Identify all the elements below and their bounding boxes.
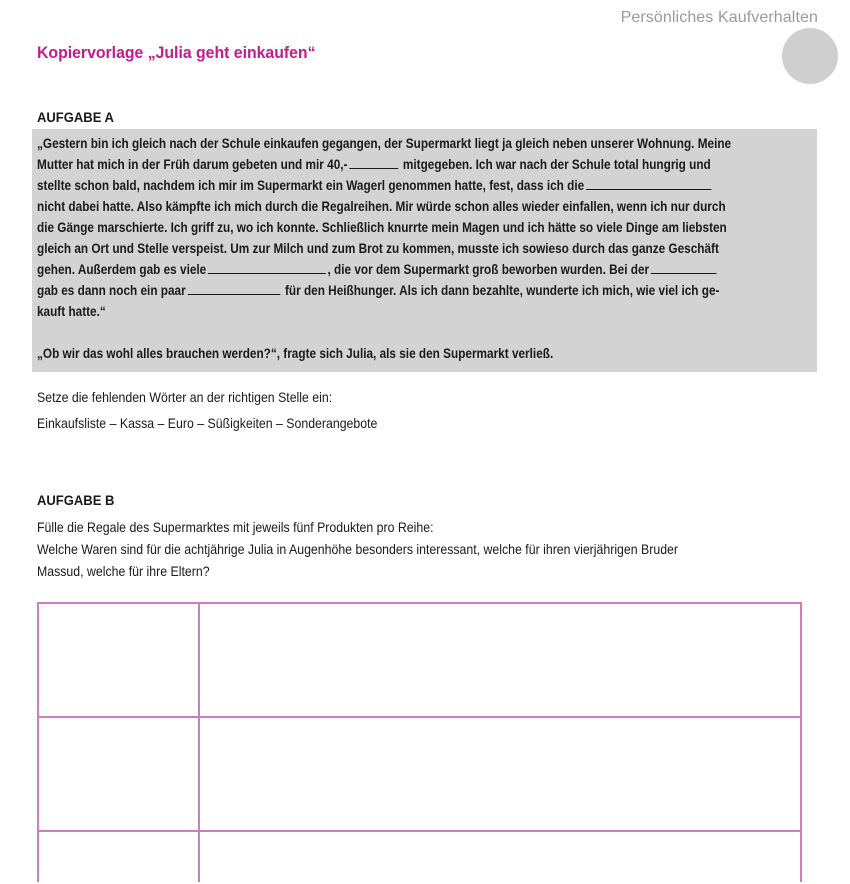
story-line-6: gleich an Ort und Stelle verspeist. Um zur Milch und zum Brot zu kommen, musste ich sowieso durch das ganze Geschäft: [37, 240, 719, 256]
decorative-circle: [782, 28, 838, 84]
shelf-row-3[interactable]: [39, 832, 800, 884]
aufgabe-b-instruction-line-3: Massud, welche für ihre Eltern?: [37, 563, 210, 579]
aufgabe-a-instruction: Setze die fehlenden Wörter an der richtigen Stelle ein:: [37, 389, 333, 405]
story-box: [32, 129, 817, 372]
story-line-3: stellte schon bald, nachdem ich mir im Supermarkt ein Wagerl genommen hatte, fest, dass ich die: [37, 177, 713, 193]
story-line-4: nicht dabei hatte. Also kämpfte ich mich durch die Regalreihen. Mir würde schon alles wieder einfallen, wenn ich nur durch: [37, 198, 726, 214]
shelf-row-1[interactable]: [39, 604, 800, 716]
aufgabe-a-word-list: Einkaufsliste – Kassa – Euro – Süßigkeiten – Sonderangebote: [37, 415, 378, 431]
blank-field-3: [208, 262, 326, 274]
shelf-table: [37, 602, 802, 882]
story-line-5: die Gänge marschierte. Ich griff zu, wo ich konnte. Schließlich knurrte mein Magen und ich hätte so viele Dinge am liebsten: [37, 219, 727, 235]
blank-field-2: [586, 178, 711, 190]
aufgabe-a-heading: AUFGABE A: [37, 109, 114, 125]
section-header-title: Persönliches Kaufverhalten: [620, 9, 818, 26]
aufgabe-b-instruction-line-2: Welche Waren sind für die achtjährige Julia in Augenhöhe besonders interessant, welche für ihren vierjährigen Bruder: [37, 541, 679, 557]
page-title: Kopiervorlage „Julia geht einkaufen“: [37, 43, 316, 62]
story-line-8: gab es dann noch ein paar für den Heißhunger. Als ich dann bezahlte, wunderte ich mich, wie viel ich ge-: [37, 282, 720, 298]
story-line-2: Mutter hat mich in der Früh darum gebeten und mir 40,- mitgegeben. Ich war nach der Schule total hungrig und: [37, 156, 711, 172]
blank-field-5: [187, 283, 280, 295]
story-closing-line: „Ob wir das wohl alles brauchen werden?“, fragte sich Julia, als sie den Supermarkt verließ.: [37, 345, 554, 361]
story-line-7: gehen. Außerdem gab es viele , die vor dem Supermarkt groß beworben wurden. Bei der: [37, 261, 718, 277]
story-line-1: „Gestern bin ich gleich nach der Schule einkaufen gegangen, der Supermarkt liegt ja gleich neben unserer Wohnung. Meine: [37, 135, 732, 151]
aufgabe-b-heading: AUFGABE B: [37, 492, 115, 508]
blank-field-4: [651, 262, 717, 274]
aufgabe-b-instruction-line-1: Fülle die Regale des Supermarktes mit jeweils fünf Produkten pro Reihe:: [37, 519, 434, 535]
blank-field-1: [349, 157, 398, 169]
shelf-row-2[interactable]: [39, 718, 800, 830]
story-line-9: kauft hatte.“: [37, 303, 106, 319]
